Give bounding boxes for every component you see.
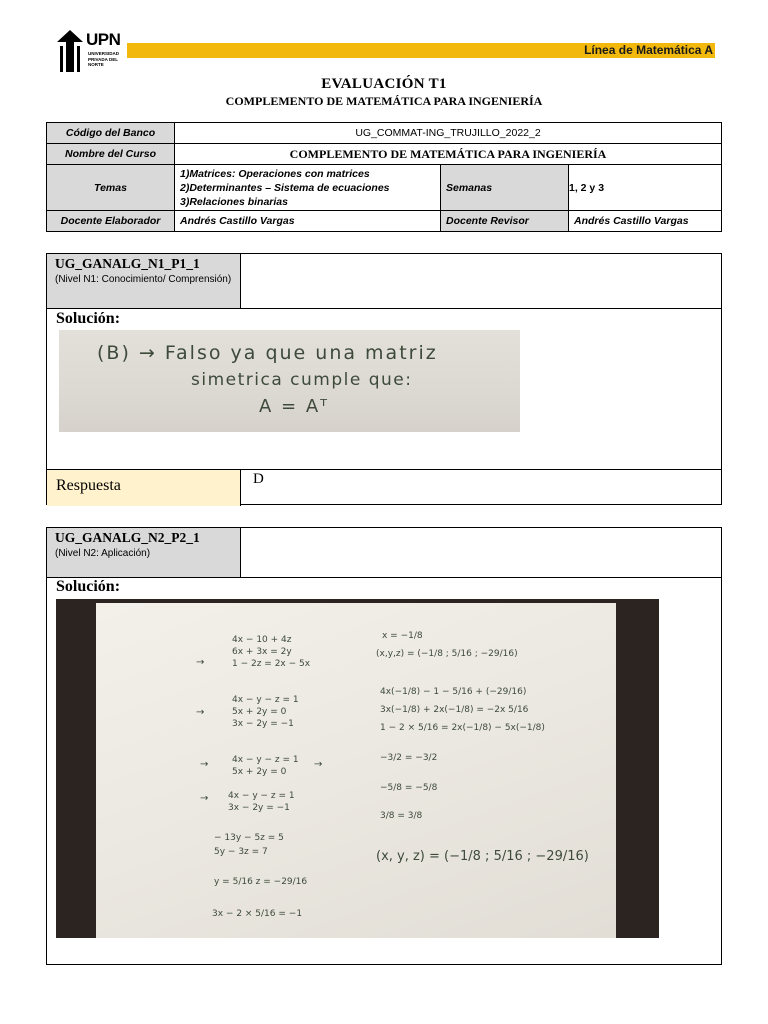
upn-logo	[56, 30, 120, 74]
upn-arrow-icon	[56, 30, 84, 72]
table-row	[47, 123, 722, 144]
tema-item: 1)Matrices: Operaciones con matrices	[180, 167, 370, 180]
question-level: (Nivel N2: Aplicación)	[55, 548, 151, 559]
handwriting-line: 3x − 2y = −1	[232, 719, 294, 729]
line-label: Línea de Matemática A	[584, 43, 713, 57]
handwriting-line: simetrica cumple que:	[191, 370, 413, 390]
solution-photo-1	[59, 330, 520, 432]
arrow-icon: →	[196, 707, 205, 718]
handwriting-line: 4x − y − z = 1	[232, 755, 299, 765]
handwriting-line: (B) → Falso ya que una matriz	[97, 342, 438, 364]
handwriting-line: 1 − 2 × 5/16 = 2x(−1/8) − 5x(−1/8)	[380, 723, 545, 733]
respuesta-value: D	[253, 471, 264, 487]
handwriting-line: y = 5/16 z = −29/16	[214, 877, 308, 887]
divider	[47, 577, 721, 578]
logo-text: UPN	[86, 30, 121, 49]
codigo-label: Código del Banco	[47, 123, 175, 144]
page-subtitle: COMPLEMENTO DE MATEMÁTICA PARA INGENIERÍA	[225, 94, 543, 108]
respuesta-label: Respuesta	[47, 470, 241, 506]
curso-value: COMPLEMENTO DE MATEMÁTICA PARA INGENIERÍA	[175, 144, 722, 165]
course-info-table	[46, 122, 722, 232]
temas-list	[175, 165, 441, 211]
handwriting-line: A = Aᵀ	[259, 396, 330, 417]
handwriting-line: −3/2 = −3/2	[380, 753, 438, 763]
question-level: (Nivel N1: Conocimiento/ Comprensión)	[55, 274, 232, 285]
curso-label: Nombre del Curso	[47, 144, 175, 165]
handwriting-line: (x, y, z) = (−1/8 ; 5/16 ; −29/16)	[376, 849, 589, 864]
divider	[47, 308, 721, 309]
table-row	[47, 144, 722, 165]
handwriting-line: 3/8 = 3/8	[380, 811, 423, 821]
table-row	[47, 211, 722, 232]
table-row	[47, 165, 722, 211]
question-header	[47, 528, 241, 578]
semanas-label: Semanas	[441, 165, 569, 211]
solution-photo-2	[56, 599, 659, 938]
handwriting-line: 4x − y − z = 1	[228, 791, 295, 801]
solucion-label: Solución:	[56, 578, 121, 595]
arrow-icon: →	[314, 759, 323, 770]
handwriting-line: 6x + 3x = 2y	[232, 647, 292, 657]
handwriting-line: x = −1/8	[382, 631, 423, 641]
handwriting-line: 1 − 2z = 2x − 5x	[232, 659, 311, 669]
docente-revisor-label: Docente Revisor	[441, 211, 569, 232]
temas-label: Temas	[47, 165, 175, 211]
handwriting-line: 5x + 2y = 0	[232, 767, 287, 777]
question-header	[47, 254, 241, 309]
logo-subtext: UNIVERSIDAD PRIVADA DEL NORTE	[88, 51, 120, 67]
handwriting-line: 3x(−1/8) + 2x(−1/8) = −2x 5/16	[380, 705, 529, 715]
tema-item: 3)Relaciones binarias	[180, 195, 288, 208]
handwriting-line: 3x − 2 × 5/16 = −1	[212, 909, 303, 919]
handwriting-line: 4x − y − z = 1	[232, 695, 299, 705]
question-code: UG_GANALG_N1_P1_1	[55, 256, 200, 271]
handwriting-line: 5x + 2y = 0	[232, 707, 287, 717]
arrow-icon: →	[200, 793, 209, 804]
arrow-icon: →	[200, 759, 209, 770]
docente-elaborador-value: Andrés Castillo Vargas	[175, 211, 441, 232]
handwriting-line: − 13y − 5z = 5	[214, 833, 284, 843]
handwriting-line: 3x − 2y = −1	[228, 803, 290, 813]
codigo-value: UG_COMMAT-ING_TRUJILLO_2022_2	[175, 123, 722, 144]
solucion-label: Solución:	[56, 310, 121, 327]
header-bar	[127, 43, 715, 58]
semanas-value: 1, 2 y 3	[569, 165, 722, 211]
handwriting-line: −5/8 = −5/8	[380, 783, 438, 793]
docente-elaborador-label: Docente Elaborador	[47, 211, 175, 232]
paper-sheet	[96, 603, 616, 938]
question-code: UG_GANALG_N2_P2_1	[55, 530, 200, 545]
handwriting-line: 4x − 10 + 4z	[232, 635, 292, 645]
handwriting-line: 5y − 3z = 7	[214, 847, 268, 857]
tema-item: 2)Determinantes – Sistema de ecuaciones	[180, 181, 390, 194]
docente-revisor-value: Andrés Castillo Vargas	[569, 211, 722, 232]
handwriting-line: 4x(−1/8) − 1 − 5/16 + (−29/16)	[380, 687, 527, 697]
handwriting-line: (x,y,z) = (−1/8 ; 5/16 ; −29/16)	[376, 649, 518, 659]
page-title: EVALUACIÓN T1	[321, 76, 447, 92]
arrow-icon: →	[196, 657, 205, 668]
